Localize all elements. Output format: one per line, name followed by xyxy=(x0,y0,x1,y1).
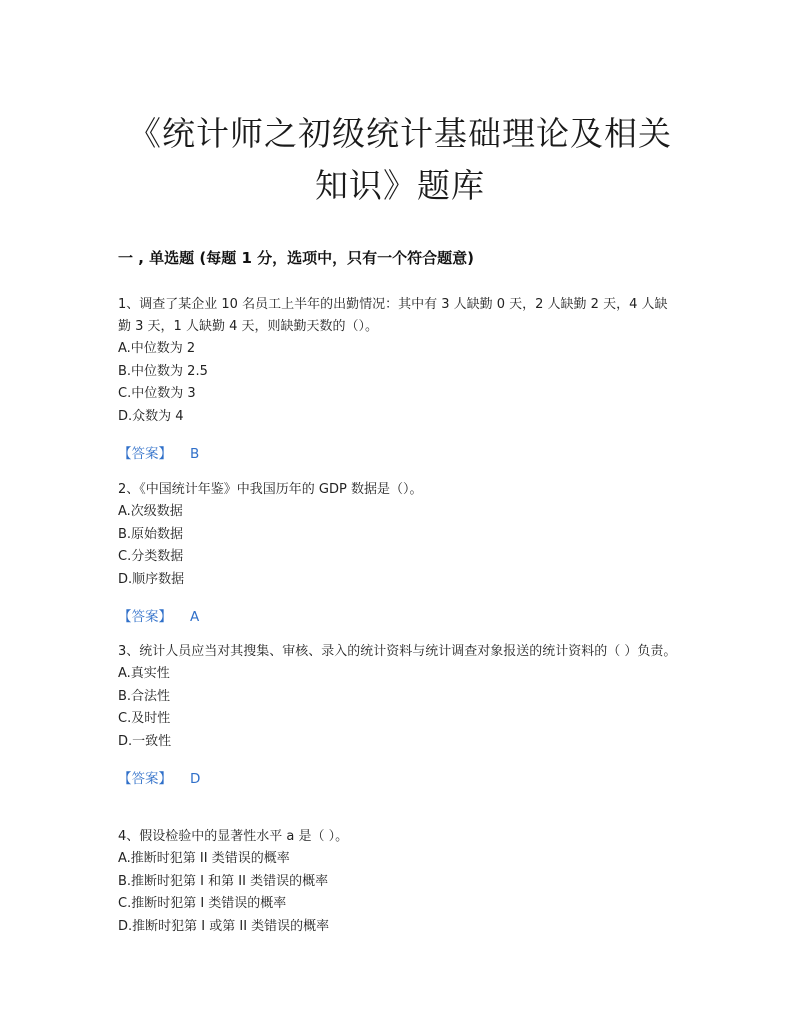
question-2 xyxy=(118,479,678,628)
option-a: A.次级数据 xyxy=(118,504,183,519)
option-c: C.推断时犯第 I 类错误的概率 xyxy=(118,896,287,912)
option-c: C.分类数据 xyxy=(118,549,184,565)
option-a: A.中位数为 2 xyxy=(118,341,196,356)
question-4 xyxy=(118,826,678,939)
option-d: D.众数为 4 xyxy=(118,409,184,425)
question-1 xyxy=(118,294,678,465)
answer-line xyxy=(118,443,678,465)
option-b: B.原始数据 xyxy=(118,526,184,542)
answer-value: A xyxy=(190,608,200,625)
section-heading: 一 , 单选题 (每题 1 分，选项中，只有一个符合题意) xyxy=(118,249,474,267)
option-c: C.中位数为 3 xyxy=(118,386,196,402)
question-3 xyxy=(118,641,678,790)
title-line-2: 知识》题库 xyxy=(315,166,485,205)
answer-label: 【答案】 xyxy=(118,445,172,462)
answer-label: 【答案】 xyxy=(118,608,172,625)
option-d: D.推断时犯第 I 或第 II 类错误的概率 xyxy=(118,919,330,935)
question-stem: 4、假设检验中的显著性水平 a 是（ ）。 xyxy=(118,829,349,844)
answer-value: B xyxy=(190,445,200,462)
question-stem: 2、《中国统计年鉴》中我国历年的 GDP 数据是（）。 xyxy=(118,482,423,497)
option-a: A.推断时犯第 II 类错误的概率 xyxy=(118,851,290,866)
option-b: B.中位数为 2.5 xyxy=(118,363,208,379)
option-d: D.一致性 xyxy=(118,734,172,750)
option-b: B.合法性 xyxy=(118,688,171,704)
answer-line xyxy=(118,606,678,628)
option-b: B.推断时犯第 I 和第 II 类错误的概率 xyxy=(118,873,329,889)
option-a: A.真实性 xyxy=(118,666,170,681)
answer-value: D xyxy=(190,770,201,787)
title-line-1: 《统计师之初级统计基础理论及相关 xyxy=(128,114,672,153)
question-stem: 3、统计人员应当对其搜集、审核、录入的统计资料与统计调查对象报送的统计资料的（ ）负责。 xyxy=(118,644,677,659)
document-title xyxy=(80,108,720,212)
answer-line xyxy=(118,768,678,790)
option-c: C.及时性 xyxy=(118,711,171,727)
question-stem: 1、调查了某企业 10 名员工上半年的出勤情况：其中有 3 人缺勤 0 天，2 人缺勤 2 天，4 人缺勤 3 天，1 人缺勤 4 天，则缺勤天数的（）。 xyxy=(118,297,668,334)
answer-label: 【答案】 xyxy=(118,770,172,787)
option-d: D.顺序数据 xyxy=(118,572,185,588)
